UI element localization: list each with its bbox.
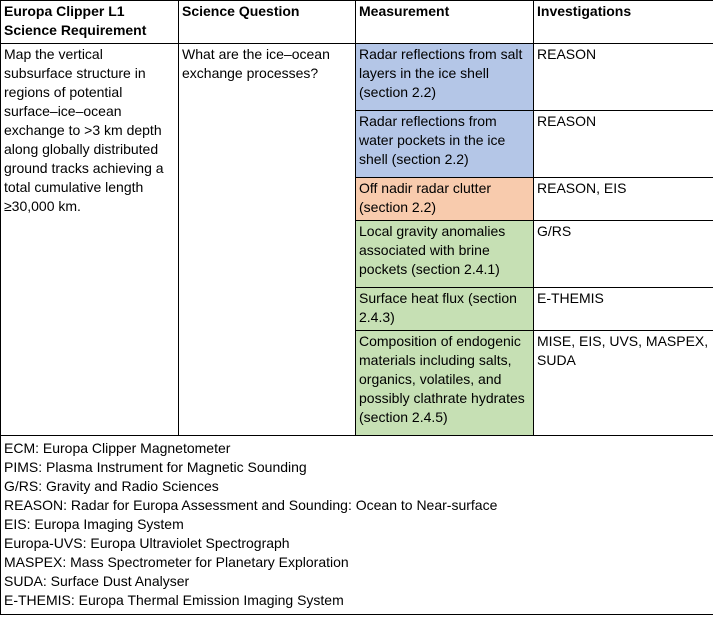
header-measurement: Measurement xyxy=(356,1,534,44)
measurement-cell: Radar reflections from salt layers in the ice shell (section 2.2) xyxy=(356,44,534,111)
abbreviation-line: EIS: Europa Imaging System xyxy=(4,516,184,532)
investigations-cell: REASON xyxy=(534,44,713,111)
header-investigations: Investigations xyxy=(534,1,713,44)
abbreviation-line: ECM: Europa Clipper Magnetometer xyxy=(4,440,231,456)
header-science-question: Science Question xyxy=(179,1,356,44)
requirement-cell: Map the vertical subsurface structure in regions of potential surface–ice–ocean exchange to >3 km depth along globally distributed ground tracks achieving a total cumulative length ≥30,000 km. xyxy=(1,44,179,436)
abbreviation-line: MASPEX: Mass Spectrometer for Planetary Exploration xyxy=(4,554,349,570)
table-row xyxy=(1,44,713,111)
header-requirement: Europa Clipper L1 Science Requirement xyxy=(1,1,179,44)
science-question-cell: What are the ice–ocean exchange processes? xyxy=(179,44,356,436)
investigations-cell: MISE, EIS, UVS, MASPEX, SUDA xyxy=(534,331,713,436)
measurement-cell: Radar reflections from water pockets in the ice shell (section 2.2) xyxy=(356,111,534,178)
measurement-cell: Surface heat flux (section 2.4.3) xyxy=(356,288,534,331)
investigations-cell: E-THEMIS xyxy=(534,288,713,331)
measurement-cell: Local gravity anomalies associated with brine pockets (section 2.4.1) xyxy=(356,221,534,288)
abbreviation-line: G/RS: Gravity and Radio Sciences xyxy=(4,478,219,494)
header-row xyxy=(1,1,713,44)
investigations-cell: G/RS xyxy=(534,221,713,288)
abbreviation-line: E-THEMIS: Europa Thermal Emission Imaging System xyxy=(4,592,344,608)
measurement-cell: Off nadir radar clutter (section 2.2) xyxy=(356,178,534,221)
abbreviation-line: PIMS: Plasma Instrument for Magnetic Sounding xyxy=(4,459,307,475)
measurement-cell: Composition of endogenic materials including salts, organics, volatiles, and possibly clathrate hydrates (section 2.4.5) xyxy=(356,331,534,436)
abbreviation-line: SUDA: Surface Dust Analyser xyxy=(4,573,190,589)
investigations-cell: REASON xyxy=(534,111,713,178)
abbreviation-line: REASON: Radar for Europa Assessment and Sounding: Ocean to Near-surface xyxy=(4,497,498,513)
investigations-cell: REASON, EIS xyxy=(534,178,713,221)
abbreviation-line: Europa-UVS: Europa Ultraviolet Spectrograph xyxy=(4,535,290,551)
abbreviations-cell xyxy=(1,436,713,615)
abbreviations-row xyxy=(1,436,713,615)
